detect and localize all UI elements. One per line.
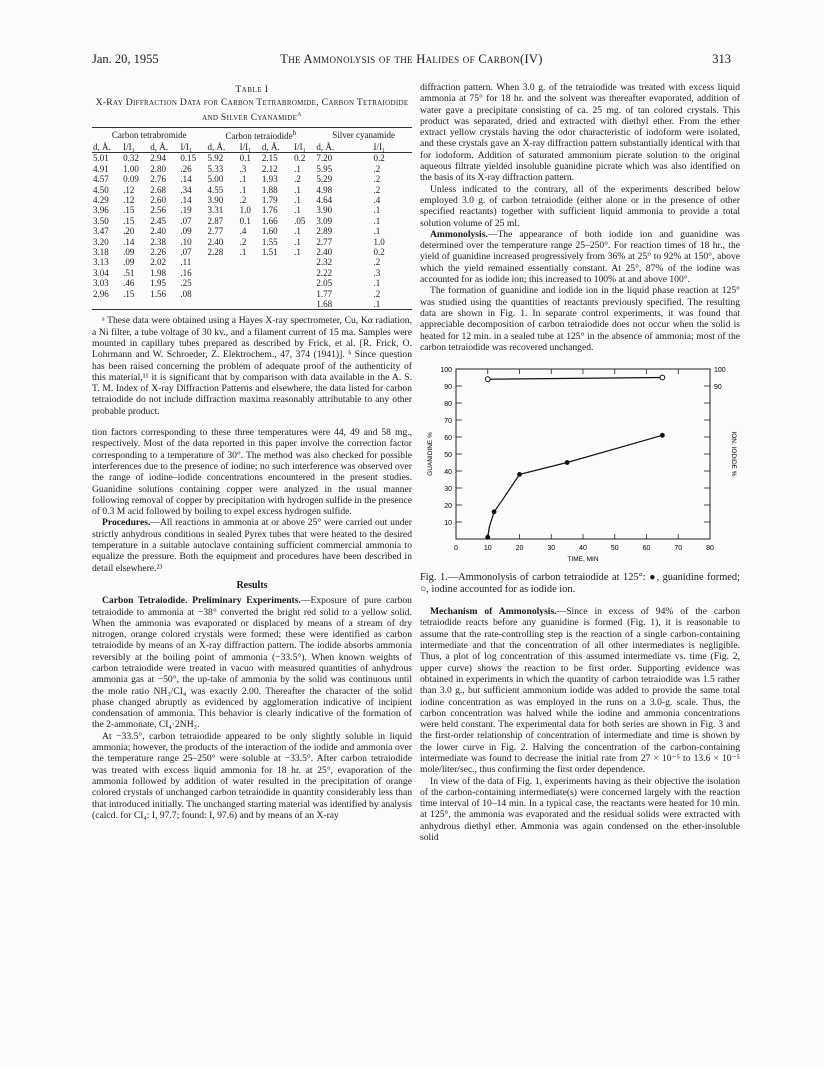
table-cell: .15: [123, 205, 135, 216]
group-header-agcn: Silver cyanamide: [332, 129, 396, 140]
table-cell: 0.2: [373, 246, 385, 257]
table-cell: [179, 299, 206, 310]
y-tick-label-left: 100: [440, 367, 452, 375]
y-tick-label-left: 10: [444, 520, 452, 528]
table-cell: 0.09: [123, 174, 139, 185]
x-tick-label: 50: [610, 545, 619, 553]
table-cell: 2.05: [316, 278, 333, 289]
table-cell: .08: [180, 288, 192, 299]
table-cell: .07: [180, 215, 192, 226]
table-cell: 1.66: [261, 215, 278, 226]
y-axis-label-left: GUANIDINE %: [427, 432, 434, 476]
group-header-ci4-text: Carbon tetraiodide: [225, 131, 293, 142]
x-tick-label: 10: [483, 545, 492, 553]
ammonolysis-text: —The appearance of both iodide ion and guanidine was determined over the temperature range 25–250°. For reaction times of 18 hr., the yield of guanidine increased progressively from 36% at 25° to 92% at 150°, above which the yield remained essentially constant. At 25°, 87% of the iodine was accounted for as iodide ion; this increased to 100% at and above 100°.: [420, 228, 740, 286]
table-cell: 2.28: [207, 246, 224, 257]
unit-header-cell: I/I₁: [293, 142, 315, 153]
table-cell: .11: [180, 257, 192, 268]
table-caption: [92, 97, 412, 123]
table-row: [92, 164, 412, 174]
table-row: [92, 216, 412, 226]
table-cell: .4: [239, 226, 247, 237]
table-cell: [261, 257, 293, 267]
unit-header-cell: d, Å.: [149, 142, 179, 153]
table-cell: 3.13: [93, 257, 109, 268]
running-header-title-text: The Ammonolysis of the Halides of Carbon(IV): [280, 52, 543, 66]
left-column: [92, 82, 412, 821]
table-caption-text: X-Ray Diffraction Data for Carbon Tetrabromide, Carbon Tetraiodide and Silver Cyanamide: [95, 97, 409, 124]
table-cell: 3.04: [93, 267, 109, 278]
table-cell: .1: [373, 226, 381, 237]
y-tick-label-left: 70: [444, 418, 452, 426]
y-tick-label-left: 90: [444, 384, 452, 392]
data-point-guanidine: [517, 472, 522, 477]
y-tick-label-left: 30: [444, 486, 452, 494]
data-point-guanidine: [565, 460, 570, 465]
x-tick-label: 40: [579, 545, 587, 553]
table-cell: 3.20: [93, 236, 109, 247]
table-row: [92, 185, 412, 195]
ct-run-in-head: Carbon Tetraiodide. Preliminary Experiments.: [102, 595, 301, 607]
table-cell: [239, 257, 261, 267]
table-cell: 2.40: [316, 246, 333, 257]
table-row: [92, 205, 412, 215]
table-cell: [293, 257, 315, 267]
table-cell: .1: [294, 205, 301, 216]
table-cell: [239, 278, 261, 288]
table-row: [92, 237, 412, 247]
table-cell: 3.18: [93, 246, 109, 257]
table-cell: 2.22: [316, 267, 333, 278]
table-cell: .1: [239, 174, 247, 185]
table-cell: 2.77: [316, 236, 333, 247]
unit-header-cell: I/I₁: [179, 142, 206, 153]
table-cell: 2.77: [207, 226, 224, 237]
table-number: Table I: [235, 84, 269, 95]
data-point-iodide: [485, 377, 490, 382]
table-cell: .07: [180, 246, 192, 257]
table-cell: .09: [123, 246, 135, 257]
table-cell: 1.51: [261, 246, 278, 257]
table-cell: .15: [123, 215, 135, 226]
figure-1-caption: Fig. 1.—Ammonolysis of carbon tetraiodide at 125°: ●, guanidine formed; ○, iodine accounted for as iodide ion.: [420, 572, 740, 596]
table-cell: 1.55: [261, 236, 278, 247]
table-cell: .46: [123, 278, 135, 289]
unit-header-cell: I/I₁: [372, 142, 412, 153]
unit-header-cell: I/I₁: [122, 142, 149, 153]
table-row: [92, 226, 412, 236]
y-tick-label-left: 40: [444, 469, 452, 477]
table-cell: 1.88: [261, 184, 278, 195]
table-cell: .05: [294, 215, 306, 226]
xrd-table: [92, 127, 412, 310]
unit-header-cell: I/I₁: [239, 142, 261, 153]
procedures-run-in-head: Procedures.: [102, 517, 151, 529]
table-cell: .12: [123, 194, 135, 205]
x-tick-label: 80: [706, 545, 714, 553]
table-cell: 1.98: [150, 267, 166, 278]
table-cell: .2: [373, 288, 381, 299]
x-tick-label: 20: [515, 545, 524, 553]
left-paragraph-ct: [92, 595, 412, 731]
table-cell: [206, 278, 238, 288]
table-cell: .1: [373, 278, 381, 289]
table-cell: 1.60: [261, 226, 278, 237]
table-cell: [122, 299, 149, 310]
x-tick-label: 30: [547, 545, 556, 553]
unit-header-cell: d, Å.: [206, 142, 238, 153]
table-cell: 2.94: [150, 153, 166, 164]
y-tick-label-left: 80: [444, 401, 452, 409]
table-footnote: ᵃ These data were obtained using a Hayes X-ray spectrometer, Cu, Kα radiation, a Ni filter, a tube voltage of 30 kv., and a filament current of 15 ma. Samples were mounted in capillary tubes prepared as described by Frick, et al. [R. Frick, O. Lohrmann and W. Schroeder, Z. Elektrochem., 47, 374 (1941)]. ᵇ Since question has been raised concerning the problem of adequate proof of the authenticity of this material,¹¹ it is significant that by comparison with data available in the A. S. T. M. Index of X-ray Diffraction Patterns and elsewhere, the data listed for carbon tetraiodide do not include diffraction maxima reasonably attributable to any other probable product.: [92, 315, 412, 417]
table-cell: 5.01: [93, 153, 109, 164]
table-cell: 1.77: [316, 288, 333, 299]
table-cell: 0.1: [239, 215, 251, 226]
table-cell: .26: [180, 163, 192, 174]
table-cell: [239, 268, 261, 278]
unit-header-row: [92, 142, 412, 153]
table-cell: [206, 268, 238, 278]
table-cell: .2: [294, 174, 301, 185]
table-cell: .2: [239, 236, 247, 247]
table-cell: [261, 268, 293, 278]
table-cell: 5.95: [316, 163, 333, 174]
table-cell: 1.00: [123, 163, 139, 174]
table-cell: [293, 289, 315, 299]
right-paragraph-2: Unless indicated to the contrary, all of the experiments described below employed 3.0 g. of carbon tetraiodide (either alone or in the presence of other specified reactants) together with sufficient liquid ammonia to provide a total solution volume of 25 ml.: [420, 183, 740, 229]
table-cell: .3: [373, 267, 381, 278]
table-cell: 4.57: [93, 174, 109, 185]
table-row: [92, 268, 412, 278]
table-cell: 2.76: [150, 174, 166, 185]
table-cell: [239, 299, 261, 310]
figure-1-plot: [414, 361, 744, 566]
left-paragraph-3: At −33.5°, carbon tetraiodide appeared to be only slightly soluble in liquid ammonia; however, the products of the interaction of the iodide and ammonia over the temperature range 25–250° were soluble at −33.5°. After carbon tetraiodide was treated with excess liquid ammonia for 18 hr. at 25°, evaporation of the ammonia followed by addition of water resulted in the precipitation of orange colored crystals of unchanged carbon tetraiodide in quantity considerably less than that introduced initially. The unchanged starting material was identified by analysis (calcd. for CI₄: I, 97.7; found: I, 97.6) and by means of an X-ray: [92, 730, 412, 821]
right-paragraph-mechanism: [420, 606, 740, 775]
table-cell: .2: [373, 163, 381, 174]
table-cell: 3.96: [93, 205, 109, 216]
table-cell: 2.38: [150, 236, 166, 247]
table-cell: 2.40: [207, 236, 224, 247]
table-row: [92, 278, 412, 288]
table-cell: [261, 299, 293, 310]
table-cell: 1.79: [261, 194, 278, 205]
table-cell: .2: [239, 194, 247, 205]
table-cell: .09: [123, 257, 135, 268]
table-cell: .34: [180, 184, 192, 195]
table-cell: 4.98: [316, 184, 333, 195]
table-cell: 1.0: [239, 205, 251, 216]
table-cell: 1.76: [261, 205, 278, 216]
table-cell: 4.55: [207, 184, 224, 195]
running-header-title: [0, 52, 823, 67]
table-cell: .1: [373, 298, 381, 309]
figure-1-chart: [414, 361, 744, 566]
y-tick-label-left: 20: [444, 503, 452, 511]
running-header-date: Jan. 20, 1955: [92, 52, 159, 66]
table-cell: 0.32: [123, 153, 139, 164]
table-cell: 2.40: [150, 226, 166, 237]
unit-header-cell: d, Å.: [315, 142, 372, 153]
table-cell: .1: [294, 194, 301, 205]
table-cell: .1: [294, 246, 301, 257]
table-cell: 0.15: [180, 153, 197, 164]
ct-text: —Exposure of pure carbon tetraiodide to ammonia at −38° converted the bright red solid to a yellow solid. When the ammonia was evaporated or displaced by means of a stream of dry nitrogen, orange colored crystals were formed; these were identified as carbon tetraiodide by means of an X-ray diffraction pattern. The iodide absorbs ammonia reversibly at the boiling point of ammonia (−33.5°). When known weights of carbon tetraiodide were treated in vacuo with measured quantities of anhydrous ammonia gas at −50°, the up-take of ammonia by the solid was continuous until the mole ratio NH₃/CI₄ was exactly 2.00. Thereafter the character of the solid phase changed abruptly as evidenced by agglomeration indicative of incipient condensation of ammonia. This behavior is clearly indicative of the formation of the 2-ammonate, CI₄·2NH₃.: [92, 595, 412, 731]
right-paragraph-ammonolysis: [420, 229, 740, 285]
ammonolysis-run-in-head: Ammonolysis.: [430, 228, 488, 240]
y-tick-label-right: 100: [714, 367, 726, 375]
table-row: [92, 174, 412, 184]
table-cell: 2.80: [150, 163, 166, 174]
left-paragraph-procedures: [92, 517, 412, 573]
y-axis-label-right: ION, IODIDE %: [730, 431, 737, 477]
table-row: [92, 153, 412, 164]
y-tick-label-right: 90: [714, 384, 722, 392]
table-cell: 2.56: [150, 205, 166, 216]
group-header-ci4-mark: b: [292, 128, 297, 138]
table-cell: .1: [239, 184, 247, 195]
table-cell: .51: [123, 267, 135, 278]
table-cell: 3.50: [93, 215, 109, 226]
table-cell: 1.93: [261, 174, 278, 185]
table-cell: .10: [180, 236, 192, 247]
table-cell: [206, 289, 238, 299]
table-cell: [293, 278, 315, 288]
table-cell: 4.64: [316, 194, 333, 205]
unit-header-cell: d, Å.: [261, 142, 293, 153]
table-cell: .12: [123, 184, 135, 195]
series-line-2: [488, 378, 663, 380]
table-cell: 3.90: [316, 205, 333, 216]
table-cell: 2.45: [150, 215, 166, 226]
table-cell: 2.87: [207, 215, 224, 226]
table-cell: 5.29: [316, 174, 333, 185]
table-cell: .2: [373, 174, 381, 185]
table-cell: 2.02: [150, 257, 166, 268]
table-cell: 0.1: [239, 153, 251, 164]
table-cell: 2.60: [150, 194, 166, 205]
table-cell: 2.15: [261, 153, 278, 164]
table-cell: 3.47: [93, 226, 109, 237]
table-cell: 3.31: [207, 205, 224, 216]
right-paragraph-4: The formation of guanidine and iodide ion in the liquid phase reaction at 125° was studied using the quantities of reactants previously specified. The resulting data are shown in Fig. 1. In separate control experiments, it was found that appreciable decomposition of carbon tetraiodide does not occur when the solid is heated for 12 min. in a sealed tube at 125° in the absence of ammonia; most of the carbon tetraiodide was recovered unchanged.: [420, 285, 740, 353]
table-row: [92, 299, 412, 310]
y-tick-label-left: 60: [444, 435, 452, 443]
table-cell: [206, 257, 238, 267]
table-cell: .1: [373, 215, 381, 226]
table-cell: .15: [123, 288, 135, 299]
table-cell: [206, 299, 238, 310]
left-paragraph-1: tion factors corresponding to these three temperatures were 44, 49 and 58 mg., respectively. Most of the data reported in this paper involve the correction factor corresponding to a temperature of 30°. The method was also checked for possible interferences due to the presence of iodine; no such interference was observed over the range of iodine–iodide concentrations encountered in the present studies. Guanidine solutions containing copper were analyzed in the usual manner following removal of copper by precipitation with hydrogen sulfide in the presence of 0.3 M acid followed by boiling to expel excess hydrogen sulfide.: [92, 427, 412, 518]
table-cell: .16: [180, 267, 192, 278]
table-cell: 3.03: [93, 278, 109, 289]
series-line-1: [488, 435, 663, 537]
table-cell: 3.09: [316, 215, 333, 226]
data-point-guanidine: [660, 433, 665, 438]
table-cell: .14: [180, 174, 192, 185]
table-cell: 5.33: [207, 163, 224, 174]
table-cell: 3.90: [207, 194, 224, 205]
table-caption-mark: a: [297, 109, 302, 119]
table-cell: 2.32: [316, 257, 333, 268]
data-point-iodide: [660, 375, 665, 380]
table-row: [92, 247, 412, 257]
x-tick-label: 0: [454, 545, 458, 553]
table-cell: [239, 289, 261, 299]
page-number: 313: [712, 52, 731, 66]
table-cell: 1.95: [150, 278, 166, 289]
table-cell: 1.68: [316, 298, 333, 309]
table-cell: .1: [294, 226, 301, 237]
table-cell: .1: [294, 184, 301, 195]
table-cell: 0.2: [373, 153, 385, 164]
table-cell: 1.0: [373, 236, 385, 247]
x-tick-label: 60: [642, 545, 651, 553]
table-row: [92, 195, 412, 205]
table-cell: 5.92: [207, 153, 224, 164]
table-cell: [149, 299, 179, 310]
right-column: [420, 82, 740, 843]
table-cell: 0.2: [294, 153, 306, 164]
x-tick-label: 70: [674, 545, 683, 553]
group-header-ci4: [206, 128, 315, 142]
y-tick-label-left: 50: [444, 452, 452, 460]
table-cell: 1.56: [150, 288, 166, 299]
mechanism-run-in-head: Mechanism of Ammonolysis.: [430, 606, 557, 618]
table-cell: .3: [239, 163, 247, 174]
table-cell: .19: [180, 205, 192, 216]
table-cell: 2.68: [150, 184, 166, 195]
right-paragraph-1: diffraction pattern. When 3.0 g. of the tetraiodide was treated with excess liquid ammonia at 75° for 18 hr. and the solvent was thereafter evaporated, addition of water gave a precipitate consisting of ca. 25 mg. of tan colored crystals. This product was separated, dried and extracted with diethyl ether. From the ether extract yellow crystals having the odor characteristic of iodoform were isolated, and these crystals gave an X-ray diffraction pattern substantially identical with that for iodoform. Addition of saturated ammonium picrate solution to the original aqueous filtrate yielded insoluble guanidine picrate which was also identified on the basis of its X-ray diffraction pattern.: [420, 82, 740, 184]
table-cell: 4.50: [93, 184, 109, 195]
table-cell: .1: [294, 236, 301, 247]
table-cell: [293, 299, 315, 310]
table-cell: 2.89: [316, 226, 333, 237]
table-cell: .2: [373, 257, 381, 268]
x-axis-label: TIME, MIN: [567, 556, 599, 564]
results-heading: Results: [236, 579, 268, 591]
table-cell: .09: [180, 226, 192, 237]
procedures-text: —All reactions in ammonia at or above 25° were carried out under strictly anhydrous conditions in sealed Pyrex tubes that were heated to the desired temperature in a suitable autoclave containing sufficient commercial ammonia to equalize the pressure. Both the equipment and procedures have been described in detail elsewhere.²³: [92, 517, 412, 574]
table-cell: .25: [180, 278, 192, 289]
table-cell: 2.96: [93, 288, 109, 299]
unit-header-cell: d, Å.: [92, 142, 122, 153]
table-cell: .14: [180, 194, 192, 205]
group-header-cbr4: Carbon tetrabromide: [111, 129, 187, 140]
table-cell: 2.12: [261, 163, 278, 174]
table-cell: .1: [373, 205, 381, 216]
table-cell: [261, 278, 293, 288]
table-cell: .2: [373, 184, 381, 195]
table-cell: [261, 289, 293, 299]
table-cell: .14: [123, 236, 135, 247]
table-cell: .20: [123, 226, 135, 237]
table-cell: .4: [373, 194, 381, 205]
right-paragraph-6: In view of the data of Fig. 1, experiments having as their objective the isolation of the carbon-containing intermediate(s) were concerned largely with the reaction time interval of 10–14 min. In a typical case, the reactants were heated for 10 min. at 125°, the ammonia was evaporated and the residual solids were extracted with anhydrous diethyl ether. Ammonia was again condensed on the ether-insoluble solid: [420, 775, 740, 844]
table-cell: .1: [294, 163, 301, 174]
table-cell: .1: [239, 246, 247, 257]
mechanism-text: —Since in excess of 94% of the carbon tetraiodide reacts before any guanidine is formed (Fig. 1), it is reasonable to assume that the rate-controlling step is the reaction of a single carbon-containing intermediate and that the concentration of all other intermediates is negligible. Thus, a plot of log concentration of this assumed intermediate vs. time (Fig. 2, upper curve) shows the reaction to be first order. Supporting evidence was obtained in experiments in which the quantity of carbon tetraiodide was 1.5 rather than 3.0 g., but sufficient ammonium iodide was added to provide the same total iodine concentration as was employed in the runs on a 3.0-g. scale. Thus, the carbon concentration was halved while the iodine and ammonia concentrations were held constant. The experimental data for both series are shown in Fig. 3 and the first-order relationship of concentration of intermediate and time is shown by the lower curve in Fig. 2. Halving the concentration of the carbon-containing intermediate was found to decrease the initial rate from 27 × 10⁻⁵ to 13.6 × 10⁻⁵ mole/liter/sec., thus confirming the first order dependence.: [420, 606, 740, 776]
table-body: [92, 153, 412, 310]
table-row: [92, 257, 412, 267]
table-cell: 4.29: [93, 194, 109, 205]
table-cell: [293, 268, 315, 278]
table-cell: 2.26: [150, 246, 166, 257]
table-row: [92, 289, 412, 299]
data-point-guanidine: [492, 510, 497, 515]
table-cell: 4.91: [93, 163, 109, 174]
table-cell: 7.20: [316, 153, 333, 164]
table-cell: [92, 299, 122, 310]
table-cell: 5.00: [207, 174, 224, 185]
